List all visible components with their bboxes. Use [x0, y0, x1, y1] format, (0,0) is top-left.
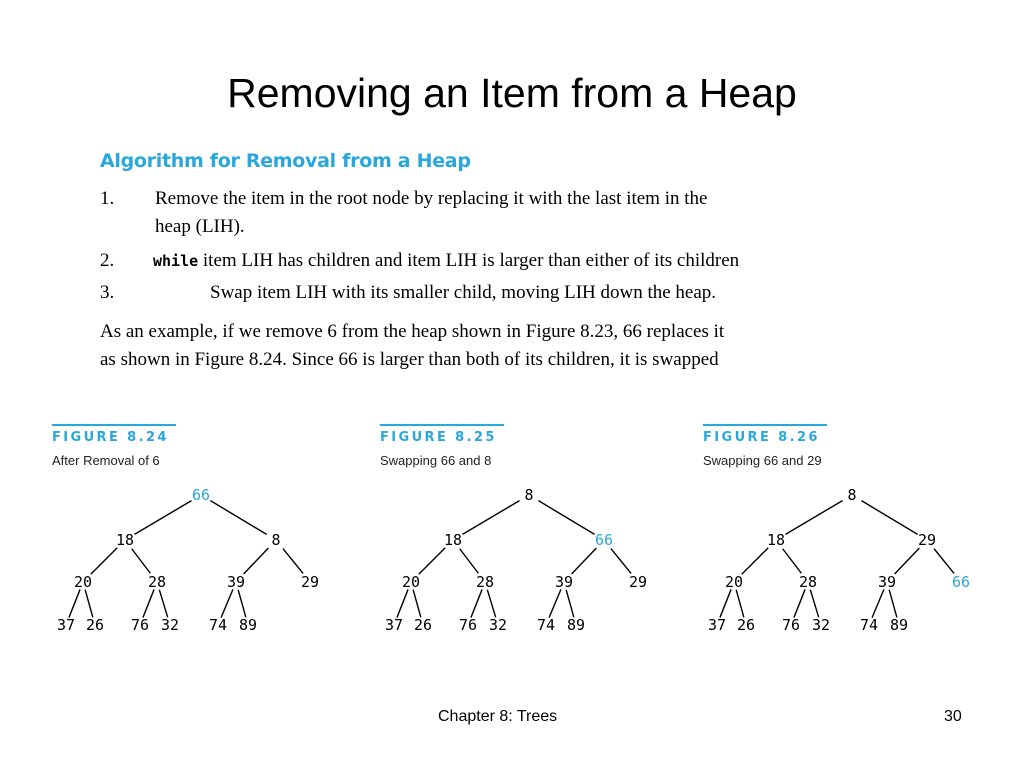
- step-3-number: 3.: [100, 282, 115, 303]
- tree-edge: [69, 589, 80, 617]
- tree-edge: [143, 589, 154, 617]
- algorithm-heading: Algorithm for Removal from a Heap: [100, 150, 471, 172]
- footer-chapter: Chapter 8: Trees: [438, 708, 558, 725]
- heap-node: 26: [736, 616, 756, 634]
- heap-node: 89: [238, 616, 258, 634]
- paragraph-line-2: as shown in Figure 8.24. Since 66 is larger than both of its children, it is swapped: [100, 349, 719, 370]
- tree-edge: [872, 589, 884, 617]
- figure-1-caption: After Removal of 6: [52, 453, 160, 468]
- step-2-text: item LIH has children and item LIH is larger than either of its children: [202, 250, 740, 271]
- figure-2-caption: Swapping 66 and 8: [380, 453, 492, 468]
- tree-edge: [244, 548, 269, 574]
- tree-edge: [549, 589, 561, 617]
- figure-3-rule: [703, 424, 827, 426]
- tree-edge: [736, 590, 744, 618]
- heap-node: 66: [594, 531, 614, 549]
- heap-node: 29: [300, 573, 320, 591]
- tree-edge: [611, 549, 631, 574]
- heap-node: 76: [781, 616, 801, 634]
- slide-title: Removing an Item from a Heap: [227, 70, 797, 116]
- tree-edge: [785, 501, 842, 535]
- tree-edge: [419, 548, 445, 574]
- tree-edge: [210, 501, 266, 535]
- tree-edge: [413, 590, 421, 618]
- heap-node: 26: [413, 616, 433, 634]
- tree-edge: [238, 590, 246, 618]
- heap-node: 29: [628, 573, 648, 591]
- step-1-line-1: Remove the item in the root node by replacing it with the last item in the: [155, 188, 708, 209]
- tree-edge: [85, 590, 93, 618]
- figure-3-label: FIGURE 8.26: [703, 430, 820, 445]
- heap-node: 74: [859, 616, 879, 634]
- heap-node: 28: [798, 573, 818, 591]
- tree-edge: [720, 589, 731, 617]
- heap-node: 20: [724, 573, 744, 591]
- step-3-text: Swap item LIH with its smaller child, moving LIH down the heap.: [210, 282, 717, 303]
- tree-edge: [810, 590, 818, 618]
- tree-edge: [397, 589, 408, 617]
- heap-node: 76: [130, 616, 150, 634]
- figure-1-label: FIGURE 8.24: [52, 430, 169, 445]
- tree-edge: [538, 501, 594, 535]
- tree-edge: [487, 590, 495, 618]
- tree-edge: [221, 589, 233, 617]
- heap-node: 32: [811, 616, 831, 634]
- heap-node: 39: [877, 573, 897, 591]
- heap-tree-figure-2: [368, 470, 668, 635]
- heap-node: 37: [384, 616, 404, 634]
- tree-edge: [460, 549, 479, 574]
- heap-node: 39: [226, 573, 246, 591]
- while-keyword: while: [153, 252, 199, 270]
- figure-3-caption: Swapping 66 and 29: [703, 453, 822, 468]
- heap-tree-figure-1: [40, 470, 340, 635]
- heap-node: 29: [917, 531, 937, 549]
- tree-edge: [895, 548, 920, 574]
- heap-node: 18: [443, 531, 463, 549]
- heap-node: 74: [536, 616, 556, 634]
- tree-edge: [283, 549, 303, 574]
- example-paragraph: [100, 318, 930, 374]
- heap-tree-figure-3: [691, 470, 991, 635]
- paragraph-line-1: As an example, if we remove 6 from the heap shown in Figure 8.23, 66 replaces it: [100, 321, 725, 342]
- tree-edge: [471, 589, 482, 617]
- heap-node: 26: [85, 616, 105, 634]
- heap-node: 32: [488, 616, 508, 634]
- step-1-line-2: heap (LIH).: [155, 216, 245, 237]
- heap-node: 20: [401, 573, 421, 591]
- tree-edge: [889, 590, 897, 618]
- tree-edge: [132, 549, 151, 574]
- heap-node: 28: [147, 573, 167, 591]
- step-2-line: [153, 250, 739, 272]
- tree-edge: [783, 549, 802, 574]
- heap-node: 89: [889, 616, 909, 634]
- heap-node: 37: [707, 616, 727, 634]
- figure-2-rule: [380, 424, 504, 426]
- tree-edge: [134, 501, 191, 535]
- tree-edge: [934, 549, 954, 574]
- heap-node: 18: [766, 531, 786, 549]
- heap-node: 66: [191, 486, 211, 504]
- heap-node: 76: [458, 616, 478, 634]
- tree-edge: [572, 548, 597, 574]
- tree-edge: [566, 590, 574, 618]
- tree-edge: [91, 548, 117, 574]
- heap-node: 39: [554, 573, 574, 591]
- heap-node: 8: [524, 486, 534, 504]
- heap-node: 8: [847, 486, 857, 504]
- figure-2-label: FIGURE 8.25: [380, 430, 497, 445]
- heap-node: 20: [73, 573, 93, 591]
- heap-node: 28: [475, 573, 495, 591]
- figure-1-rule: [52, 424, 176, 426]
- heap-node: 66: [951, 573, 971, 591]
- tree-edge: [742, 548, 768, 574]
- tree-edge: [462, 501, 519, 535]
- tree-edge: [861, 501, 917, 535]
- heap-node: 89: [566, 616, 586, 634]
- step-1-number: 1.: [100, 188, 115, 209]
- step-2-number: 2.: [100, 250, 115, 271]
- heap-node: 18: [115, 531, 135, 549]
- tree-edge: [794, 589, 805, 617]
- heap-node: 32: [160, 616, 180, 634]
- footer-page-number: 30: [944, 708, 962, 725]
- tree-edge: [159, 590, 167, 618]
- heap-node: 8: [271, 531, 281, 549]
- heap-node: 37: [56, 616, 76, 634]
- heap-node: 74: [208, 616, 228, 634]
